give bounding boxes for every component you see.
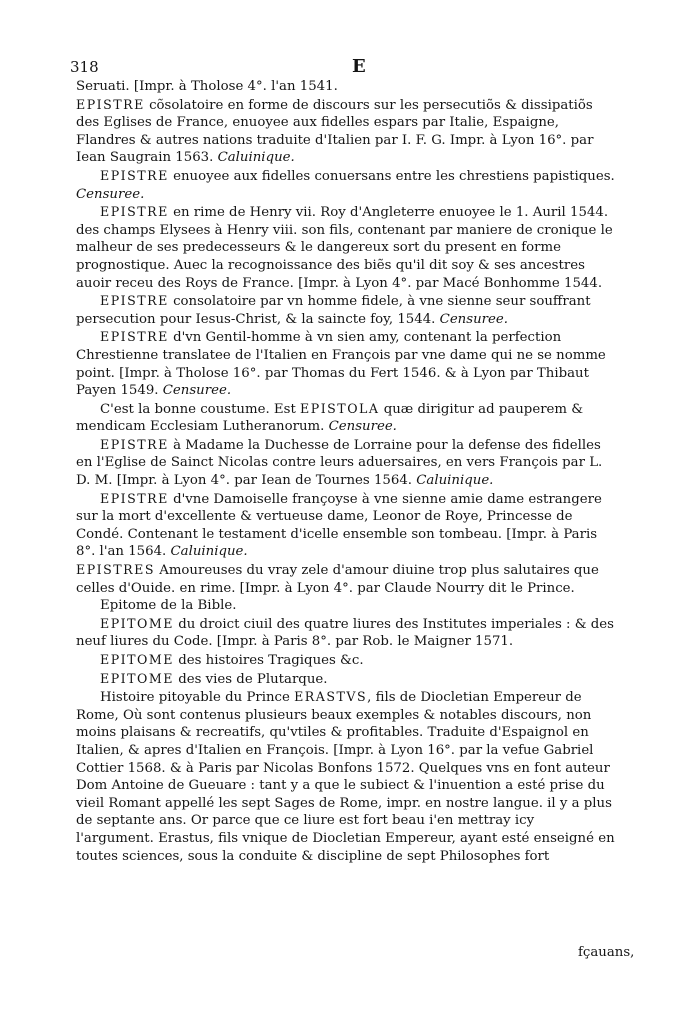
bibliography-entry xyxy=(76,292,616,328)
entry-headword: EPITOME xyxy=(100,652,174,667)
entry-text: quæ dirigitur ad pauperem & mendicam Ecclesiam Lutheranorum. xyxy=(76,401,584,435)
entry-classification: Caluinique. xyxy=(217,150,295,166)
entry-classification: Caluinique. xyxy=(416,473,494,489)
bibliography-entry xyxy=(76,651,616,670)
entry-headword: EPISTRE xyxy=(100,293,169,309)
bibliography-entry xyxy=(76,436,616,490)
entry-headword: EPISTRE xyxy=(76,96,145,112)
bibliography-entry xyxy=(76,615,616,651)
entry-text: du droict ciuil des quatre liures des Institutes imperiales : & des neuf liures du Code. [Impr. à Paris 8°. par Rob. le Maigner 1571. xyxy=(76,616,614,650)
entry-text: des vies de Plutarque. xyxy=(173,671,328,687)
entry-headword: EPISTRE xyxy=(100,167,169,183)
entry-text: à Madame la Duchesse de Lorraine pour la defense des fidelles en l'Eglise de Sainct Nicolas contre leurs aduersaires, en vers François par L. D. M. [Impr. à Lyon 4°. par Iean de Tournes 1564. xyxy=(76,437,603,489)
bibliography-entry xyxy=(76,328,616,399)
entry-headword: EPISTRES xyxy=(76,562,155,578)
entry-text: en rime de Henry vii. Roy d'Angleterre enuoyee le 1. Auril 1544. des champs Elysees à Henry viii. son fils, contenant par maniere de cronique le malheur de ses predecesseurs & le dangereux sort du present en forme prognostique. Auec la recognoissance des biẽs qu'il dit soy & ses ancestres auoir receu des Roys de France. [Impr. à Lyon 4°. par Macé Bonhomme 1544. xyxy=(76,205,613,291)
bibliography-entry xyxy=(76,597,616,615)
entry-headword: EPITOME xyxy=(100,670,174,686)
entry-classification: Censuree. xyxy=(439,311,508,327)
entry-text: Epitome de la Bible. xyxy=(100,598,237,614)
entry-classification: Caluinique. xyxy=(170,544,248,560)
bibliography-entry xyxy=(76,670,616,689)
entry-text: Seruati. [Impr. à Tholose 4°. l'an 1541. xyxy=(76,79,338,94)
entry-text: C'est la bonne coustume. Est xyxy=(100,401,301,417)
entry-text: d'vne Damoiselle françoyse à vne sienne amie dame estrangere sur la mort d'excellente & vertueuse dame, Leonor de Roye, Princesse de Condé. Contenant le testament d'icelle ensemble son tombeau. [Impr. à Paris 8°. l'an 1564. xyxy=(76,491,602,560)
entry-classification: Censuree. xyxy=(162,383,232,399)
bibliography-entry xyxy=(76,490,616,561)
catchword: fçauans, xyxy=(578,945,635,960)
bibliography-entry xyxy=(76,78,616,96)
bibliography-entry xyxy=(76,688,616,865)
entry-text: d'vn Gentil-homme à vn sien amy, contenant la perfection Chrestienne translatee de l'Italien en François par vne dame qui ne se nomme point. [Impr. à Tholose 16°. par Thomas du Fert 1546. & à Lyon par Thibaut Payen 1549. xyxy=(76,330,606,399)
entry-headword: EPISTRE xyxy=(100,436,169,452)
entry-headword: ERASTVS xyxy=(294,689,368,705)
page-number: 318 xyxy=(70,58,99,76)
entry-headword: EPISTRE xyxy=(100,329,169,345)
bibliography-entry xyxy=(76,203,616,292)
bibliography-entry xyxy=(76,561,616,597)
entry-text: Histoire pitoyable du Prince xyxy=(100,690,295,706)
entry-classification: Censuree. xyxy=(76,186,145,202)
bibliography-entry xyxy=(76,400,616,436)
entry-headword: EPITOME xyxy=(100,615,174,631)
page-header-letter: E xyxy=(352,56,366,77)
bibliography-entry xyxy=(76,96,616,167)
entry-text: consolatoire par vn homme fidele, à vne sienne seur souffrant persecution pour Iesus-Christ, & la saincte foy, 1544. xyxy=(76,294,591,327)
entry-classification: Censuree. xyxy=(328,419,397,435)
bibliography-entry xyxy=(76,167,616,203)
entry-text: enuoyee aux fidelles conuersans entre les chrestiens papistiques. xyxy=(168,168,615,184)
entry-text: Amoureuses du vray zele d'amour diuine trop plus salutaires que celles d'Ouide. en rime. [Impr. à Lyon 4°. par Claude Nourry dit le Prince. xyxy=(76,563,599,596)
entry-text: cõsolatoire en forme de discours sur les persecutiõs & dissipatiõs des Eglises de France, enuoyee aux fidelles espars par Italie, Espaigne, Flandres & autres nations traduite d'Italien par I. F. G. Impr. à Lyon 16°. par Iean Saugrain 1563. xyxy=(76,97,594,166)
entry-text: des histoires Tragiques &c. xyxy=(173,653,364,668)
entry-headword: EPISTRE xyxy=(100,204,169,220)
entry-headword: EPISTOLA xyxy=(300,400,380,416)
entry-text: , fils de Diocletian Empereur de Rome, Où sont contenus plusieurs beaux exemples & notables discours, non moins plaisans & recreatifs, qu'vtiles & profitables. Traduite d'Espaignol en Italien, & apres d'Italien en François. [Impr. à Lyon 16°. par la vefue Gabriel Cottier 1568. & à Paris par Nicolas Bonfons 1572. Quelques vns en font auteur Dom Antoine de Gueuare : tant y a que le subiect & l'inuention a esté prise du vieil Romant appellé les sept Sages de Rome, impr. en nostre langue. il y a plus de septante ans. Or parce que ce liure est fort beau i'en mettray icy l'argument. Erastus, fils vnique de Diocletian Empereur, ayant esté enseigné en toutes sciences, sous la conduite & discipline de sept Philosophes fort xyxy=(76,690,615,864)
entry-headword: EPISTRE xyxy=(100,490,169,506)
bibliography-entries xyxy=(76,78,616,865)
